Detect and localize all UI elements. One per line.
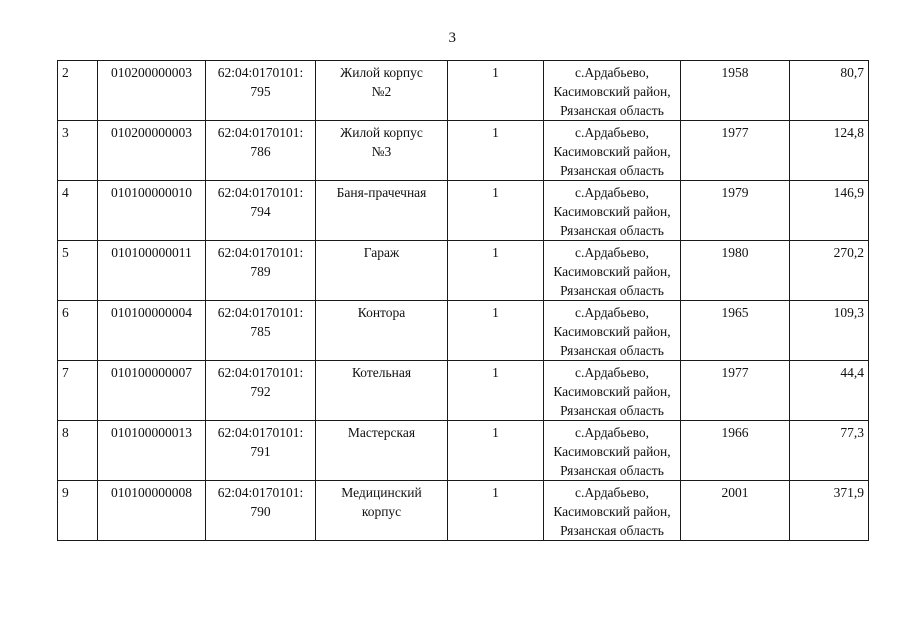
quantity-cell: 1 xyxy=(448,301,544,361)
year-cell: 1958 xyxy=(681,61,790,121)
address-line-1: с.Ардабьево, xyxy=(575,485,649,500)
year-cell: 1979 xyxy=(681,181,790,241)
cadastral-number-cell xyxy=(206,61,316,121)
area-cell: 80,7 xyxy=(790,61,869,121)
cadastral-suffix: 792 xyxy=(250,384,271,399)
row-number-cell: 5 xyxy=(58,241,98,301)
address-line-1: с.Ардабьево, xyxy=(575,125,649,140)
cadastral-number-cell xyxy=(206,361,316,421)
inventory-number-cell: 010100000013 xyxy=(98,421,206,481)
inventory-number-cell: 010100000011 xyxy=(98,241,206,301)
object-name-cell xyxy=(316,361,448,421)
quantity-cell: 1 xyxy=(448,121,544,181)
cadastral-prefix: 62:04:0170101: xyxy=(217,185,304,200)
year-cell: 2001 xyxy=(681,481,790,541)
quantity-cell: 1 xyxy=(448,421,544,481)
area-cell: 146,9 xyxy=(790,181,869,241)
cadastral-prefix: 62:04:0170101: xyxy=(217,245,304,260)
object-name-cell xyxy=(316,301,448,361)
object-name-cell xyxy=(316,241,448,301)
object-name-line-2: №2 xyxy=(371,84,392,99)
cadastral-suffix: 795 xyxy=(250,84,271,99)
table-row xyxy=(58,241,869,301)
address-cell xyxy=(544,181,681,241)
object-name-cell xyxy=(316,181,448,241)
area-cell: 124,8 xyxy=(790,121,869,181)
inventory-number-cell: 010100000008 xyxy=(98,481,206,541)
area-cell: 270,2 xyxy=(790,241,869,301)
area-cell: 44,4 xyxy=(790,361,869,421)
quantity-cell: 1 xyxy=(448,361,544,421)
cadastral-suffix: 791 xyxy=(250,444,271,459)
address-line-1: с.Ардабьево, xyxy=(575,365,649,380)
address-line-2: Касимовский район, xyxy=(553,84,671,99)
cadastral-prefix: 62:04:0170101: xyxy=(217,425,304,440)
row-number-cell: 3 xyxy=(58,121,98,181)
address-line-1: с.Ардабьево, xyxy=(575,65,649,80)
quantity-cell: 1 xyxy=(448,61,544,121)
cadastral-suffix: 790 xyxy=(250,504,271,519)
cadastral-prefix: 62:04:0170101: xyxy=(217,365,304,380)
table-row xyxy=(58,301,869,361)
address-line-2: Касимовский район, xyxy=(553,144,671,159)
cadastral-number-cell xyxy=(206,241,316,301)
address-line-1: с.Ардабьево, xyxy=(575,425,649,440)
address-line-2: Касимовский район, xyxy=(553,384,671,399)
quantity-cell: 1 xyxy=(448,481,544,541)
table-row xyxy=(58,361,869,421)
address-line-1: с.Ардабьево, xyxy=(575,185,649,200)
page-number: 3 xyxy=(448,30,457,46)
row-number-cell: 4 xyxy=(58,181,98,241)
address-cell xyxy=(544,301,681,361)
address-line-2: Касимовский район, xyxy=(553,444,671,459)
address-line-3: Рязанская область xyxy=(560,103,664,118)
row-number-cell: 9 xyxy=(58,481,98,541)
cadastral-prefix: 62:04:0170101: xyxy=(217,65,304,80)
inventory-number-cell: 010200000003 xyxy=(98,61,206,121)
address-line-3: Рязанская область xyxy=(560,403,664,418)
year-cell: 1977 xyxy=(681,121,790,181)
address-cell xyxy=(544,361,681,421)
cadastral-prefix: 62:04:0170101: xyxy=(217,485,304,500)
cadastral-number-cell xyxy=(206,481,316,541)
object-name-line-2: №3 xyxy=(371,144,392,159)
object-name-line-1: Контора xyxy=(357,305,406,320)
inventory-number-cell: 010100000010 xyxy=(98,181,206,241)
address-line-3: Рязанская область xyxy=(560,523,664,538)
object-name-line-1: Жилой корпус xyxy=(340,65,423,80)
area-cell: 77,3 xyxy=(790,421,869,481)
object-name-line-1: Котельная xyxy=(351,365,412,380)
address-line-1: с.Ардабьево, xyxy=(575,245,649,260)
quantity-cell: 1 xyxy=(448,181,544,241)
table-row xyxy=(58,421,869,481)
table-row xyxy=(58,121,869,181)
object-name-cell xyxy=(316,421,448,481)
address-line-2: Касимовский район, xyxy=(553,324,671,339)
object-name-line-1: Баня-прачечная xyxy=(336,185,427,200)
object-name-cell xyxy=(316,481,448,541)
address-line-3: Рязанская область xyxy=(560,223,664,238)
address-line-1: с.Ардабьево, xyxy=(575,305,649,320)
address-line-3: Рязанская область xyxy=(560,283,664,298)
address-cell xyxy=(544,241,681,301)
year-cell: 1966 xyxy=(681,421,790,481)
row-number-cell: 2 xyxy=(58,61,98,121)
object-name-line-1: Мастерская xyxy=(347,425,416,440)
address-cell xyxy=(544,421,681,481)
quantity-cell: 1 xyxy=(448,241,544,301)
object-name-line-2: корпус xyxy=(361,504,402,519)
address-line-3: Рязанская область xyxy=(560,463,664,478)
cadastral-suffix: 794 xyxy=(250,204,271,219)
cadastral-number-cell xyxy=(206,181,316,241)
cadastral-number-cell xyxy=(206,121,316,181)
address-cell xyxy=(544,481,681,541)
inventory-number-cell: 010100000004 xyxy=(98,301,206,361)
area-cell: 109,3 xyxy=(790,301,869,361)
address-line-2: Касимовский район, xyxy=(553,264,671,279)
address-cell xyxy=(544,121,681,181)
area-cell: 371,9 xyxy=(790,481,869,541)
year-cell: 1980 xyxy=(681,241,790,301)
table-row xyxy=(58,481,869,541)
row-number-cell: 7 xyxy=(58,361,98,421)
year-cell: 1977 xyxy=(681,361,790,421)
address-line-2: Касимовский район, xyxy=(553,504,671,519)
table-row xyxy=(58,181,869,241)
cadastral-prefix: 62:04:0170101: xyxy=(217,125,304,140)
inventory-number-cell: 010100000007 xyxy=(98,361,206,421)
cadastral-number-cell xyxy=(206,301,316,361)
property-registry-table xyxy=(57,60,869,541)
cadastral-suffix: 785 xyxy=(250,324,271,339)
cadastral-prefix: 62:04:0170101: xyxy=(217,305,304,320)
inventory-number-cell: 010200000003 xyxy=(98,121,206,181)
year-cell: 1965 xyxy=(681,301,790,361)
object-name-cell xyxy=(316,121,448,181)
row-number-cell: 8 xyxy=(58,421,98,481)
cadastral-suffix: 789 xyxy=(250,264,271,279)
object-name-line-1: Жилой корпус xyxy=(340,125,423,140)
cadastral-number-cell xyxy=(206,421,316,481)
address-cell xyxy=(544,61,681,121)
address-line-3: Рязанская область xyxy=(560,163,664,178)
object-name-cell xyxy=(316,61,448,121)
address-line-3: Рязанская область xyxy=(560,343,664,358)
table-row xyxy=(58,61,869,121)
address-line-2: Касимовский район, xyxy=(553,204,671,219)
object-name-line-1: Медицинский xyxy=(341,485,422,500)
object-name-line-1: Гараж xyxy=(363,245,400,260)
cadastral-suffix: 786 xyxy=(250,144,271,159)
row-number-cell: 6 xyxy=(58,301,98,361)
